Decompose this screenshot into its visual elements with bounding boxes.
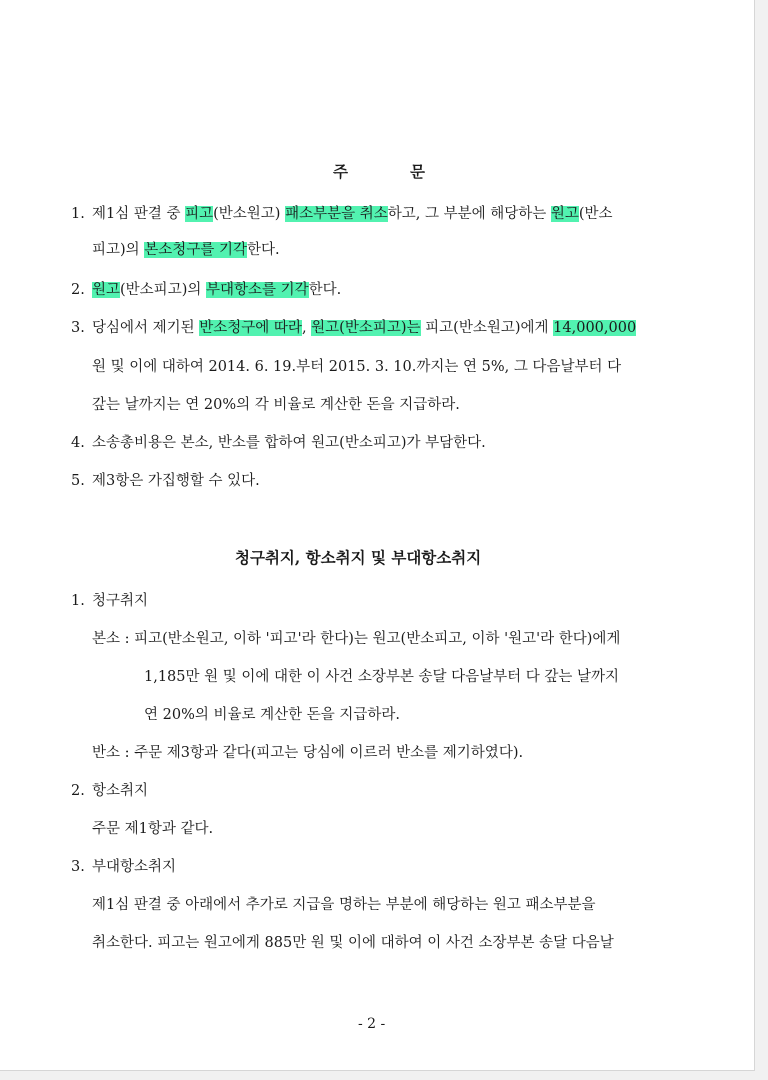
order-item-5-number: 5. (71, 473, 85, 489)
claims-main-suit-line-3: 연 20%의 비율로 계산한 돈을 지급하라. (144, 707, 400, 723)
order-item-3-number: 3. (71, 320, 85, 336)
order-item-3-line-1: 당심에서 제기된 반소청구에 따라, 원고(반소피고)는 피고(반소원고)에게 14,000,000 (92, 320, 637, 336)
order-title-2: 문 (410, 162, 425, 181)
order-item-2-number: 2. (71, 282, 85, 298)
claims-item-2-heading: 항소취지 (92, 783, 149, 799)
claims-item-3-heading: 부대항소취지 (92, 859, 177, 875)
claims-item-3-number: 3. (71, 859, 85, 875)
order-item-4-text: 소송총비용은 본소, 반소를 합하여 원고(반소피고)가 부담한다. (92, 435, 486, 451)
order-item-3-line-3: 갚는 날까지는 연 20%의 각 비율로 계산한 돈을 지급하라. (92, 397, 460, 413)
order-item-1-line-2: 피고)의 본소청구를 기각한다. (92, 242, 280, 258)
order-item-3-line-2: 원 및 이에 대하여 2014. 6. 19.부터 2015. 3. 10.까지는 연 5%, 그 다음날부터 다 (92, 359, 622, 375)
order-item-1-number: 1. (71, 206, 85, 222)
order-title-1: 주 (333, 162, 348, 181)
claims-item-3-line-2: 취소한다. 피고는 원고에게 885만 원 및 이에 대하여 이 사건 소장부본 송달 다음날 (92, 935, 614, 951)
claims-item-1-heading: 청구취지 (92, 593, 149, 609)
claims-item-1-number: 1. (71, 593, 85, 609)
claims-main-suit-line-1: 본소 : 피고(반소원고, 이하 '피고'라 한다)는 원고(반소피고, 이하 '원고'라 한다)에게 (92, 631, 621, 647)
order-item-5-text: 제3항은 가집행할 수 있다. (92, 473, 260, 489)
order-item-1-line-1: 제1심 판결 중 피고(반소원고) 패소부분을 취소하고, 그 부분에 해당하는 원고(반소 (92, 206, 613, 222)
claims-section-title: 청구취지, 항소취지 및 부대항소취지 (235, 548, 482, 567)
page-number: - 2 - (358, 1016, 386, 1032)
claims-item-3-line-1: 제1심 판결 중 아래에서 추가로 지급을 명하는 부분에 해당하는 원고 패소부분을 (92, 897, 596, 913)
vertical-scrollbar[interactable] (756, 0, 768, 1080)
claims-counter-suit-line: 반소 : 주문 제3항과 같다(피고는 당심에 이르러 반소를 제기하였다). (92, 745, 524, 761)
claims-main-suit-line-2: 1,185만 원 및 이에 대한 이 사건 소장부본 송달 다음날부터 다 갚는 날까지 (144, 669, 620, 685)
order-item-4-number: 4. (71, 435, 85, 451)
order-item-2-line-1: 원고(반소피고)의 부대항소를 기각한다. (92, 282, 342, 298)
claims-item-2-text: 주문 제1항과 같다. (92, 821, 214, 837)
claims-item-2-number: 2. (71, 783, 85, 799)
